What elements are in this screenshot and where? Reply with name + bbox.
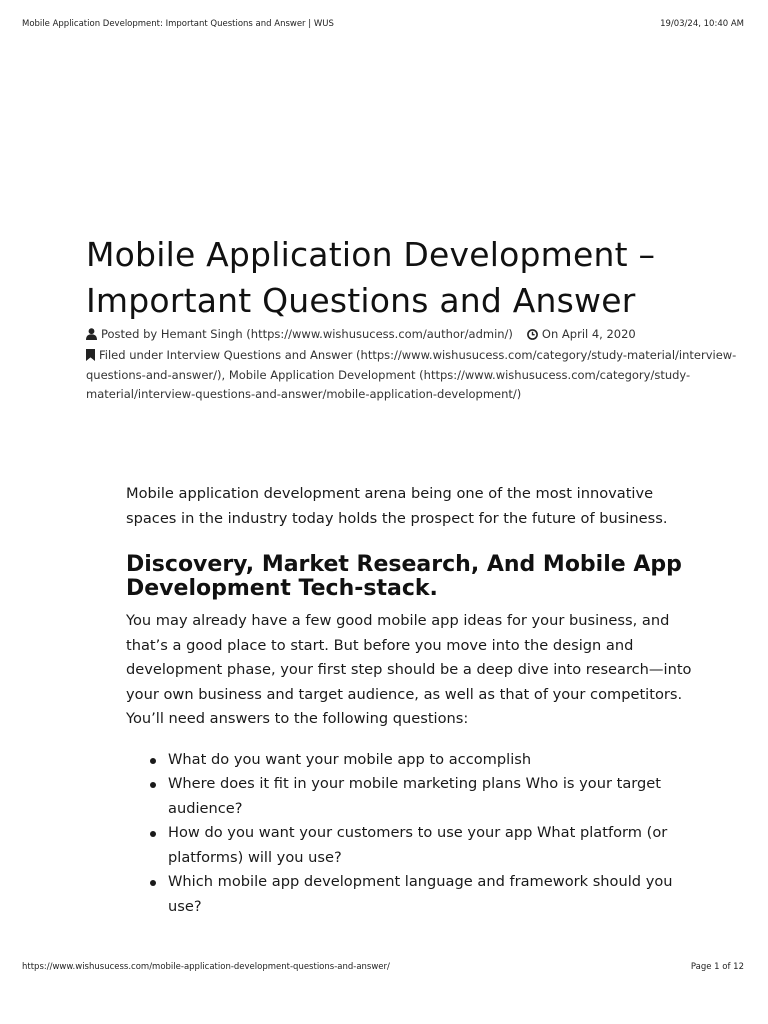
list-item xyxy=(168,748,706,773)
intro-paragraph: Mobile application development arena being one of the most innovative spaces in the industry today holds the prospect for the future of business. xyxy=(126,485,668,527)
print-footer-page-number: Page 1 of 12 xyxy=(690,962,744,972)
print-footer xyxy=(22,962,744,974)
author-link[interactable]: Posted by Hemant Singh (https://www.wishusucess.com/author/admin/) xyxy=(101,327,513,341)
print-header-title: Mobile Application Development: Important Questions and Answer | WUS xyxy=(22,19,334,29)
article-meta xyxy=(86,325,741,403)
post-date: On April 4, 2020 xyxy=(541,327,636,341)
meta-category-line xyxy=(86,346,741,404)
print-header xyxy=(22,19,744,31)
section-paragraph: You may already have a few good mobile app ideas for your business, and that’s a good place to start. But before you move into the design and development phase, your first step should be a deep dive into research—into your own business and target audience, as well as that of your competitors. You’ll need answers to the following questions: xyxy=(126,612,692,727)
meta-author-line xyxy=(86,325,741,346)
list-item xyxy=(168,772,706,821)
list-item-text: Which mobile app development language and framework should you use? xyxy=(168,873,673,915)
list-item-text: How do you want your customers to use your app What platform (or platforms) will you use? xyxy=(168,824,668,866)
article-body xyxy=(126,482,706,919)
category-links[interactable]: Filed under Interview Questions and Answer (https://www.wishusucess.com/category/study-material/interview-questions-and-answer/), Mobile Application Development (https://www.wishusucess.com/category/study-material/interview-questions-and-answer/mobile-application-development/) xyxy=(86,347,737,401)
print-header-datetime: 19/03/24, 10:40 AM xyxy=(660,19,744,29)
bullet-icon xyxy=(150,758,156,764)
list-item-text: What do you want your mobile app to accomplish xyxy=(168,750,532,768)
question-list xyxy=(126,748,706,920)
bullet-icon xyxy=(150,880,156,886)
bullet-icon xyxy=(150,831,156,837)
bullet-icon xyxy=(150,782,156,788)
list-item xyxy=(168,870,706,919)
bookmark-icon xyxy=(86,348,95,367)
article-title: Mobile Application Development – Important Questions and Answer xyxy=(86,235,656,320)
list-item-text: Where does it fit in your mobile marketing plans Who is your target audience? xyxy=(168,775,661,817)
section-heading: Discovery, Market Research, And Mobile App Development Tech-stack. xyxy=(126,552,682,601)
user-icon xyxy=(86,327,97,346)
print-footer-url: https://www.wishusucess.com/mobile-application-development-questions-and-answer/ xyxy=(22,962,390,972)
list-item xyxy=(168,821,706,870)
clock-icon xyxy=(527,327,538,346)
